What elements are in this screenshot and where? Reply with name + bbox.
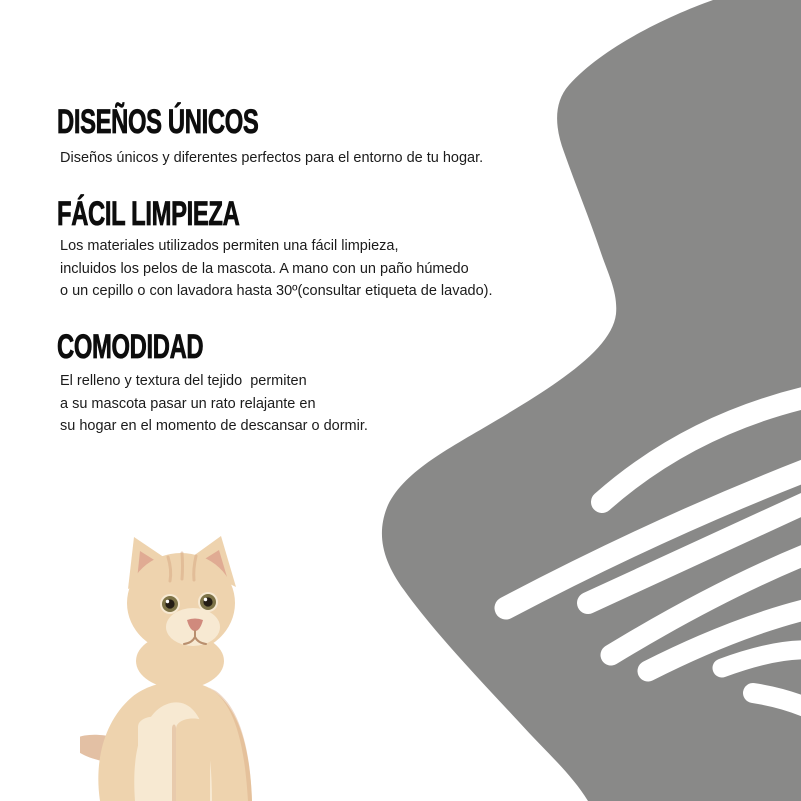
kitten-front-leg	[138, 717, 172, 801]
body-line: Los materiales utilizados permiten una fácil limpieza,	[60, 238, 399, 254]
section-heading-text: COMODIDAD	[57, 328, 204, 366]
section-heading-text: DISEÑOS ÚNICOS	[57, 103, 259, 141]
section-heading-facil-limpieza	[57, 197, 318, 231]
section-body-comodidad	[60, 370, 368, 438]
kitten-head	[127, 553, 235, 653]
gray-blob-shape	[382, 0, 801, 801]
body-line: su hogar en el momento de descansar o dormir.	[60, 418, 368, 434]
kitten-eye-left	[160, 594, 180, 614]
body-line: incluidos los pelos de la mascota. A mano con un paño húmedo	[60, 260, 469, 277]
body-line: El relleno y textura del tejido permiten	[60, 373, 307, 389]
body-line: a su mascota pasar un rato relajante en	[60, 395, 316, 412]
body-line: o un cepillo o con lavadora hasta 30º(consultar etiqueta de lavado).	[60, 283, 493, 299]
kitten-body	[98, 681, 252, 801]
kitten-photo	[80, 525, 260, 801]
kitten-eye-right	[198, 592, 218, 612]
section-heading-disenos-unicos	[57, 105, 345, 139]
kitten-front-leg	[176, 719, 210, 801]
section-body-disenos-unicos	[60, 147, 483, 170]
section-body-facil-limpieza	[60, 235, 493, 303]
section-heading-comodidad	[57, 330, 266, 364]
body-line: Diseños únicos y diferentes perfectos para el entorno de tu hogar.	[60, 150, 484, 166]
section-heading-text: FÁCIL LIMPIEZA	[57, 195, 240, 233]
